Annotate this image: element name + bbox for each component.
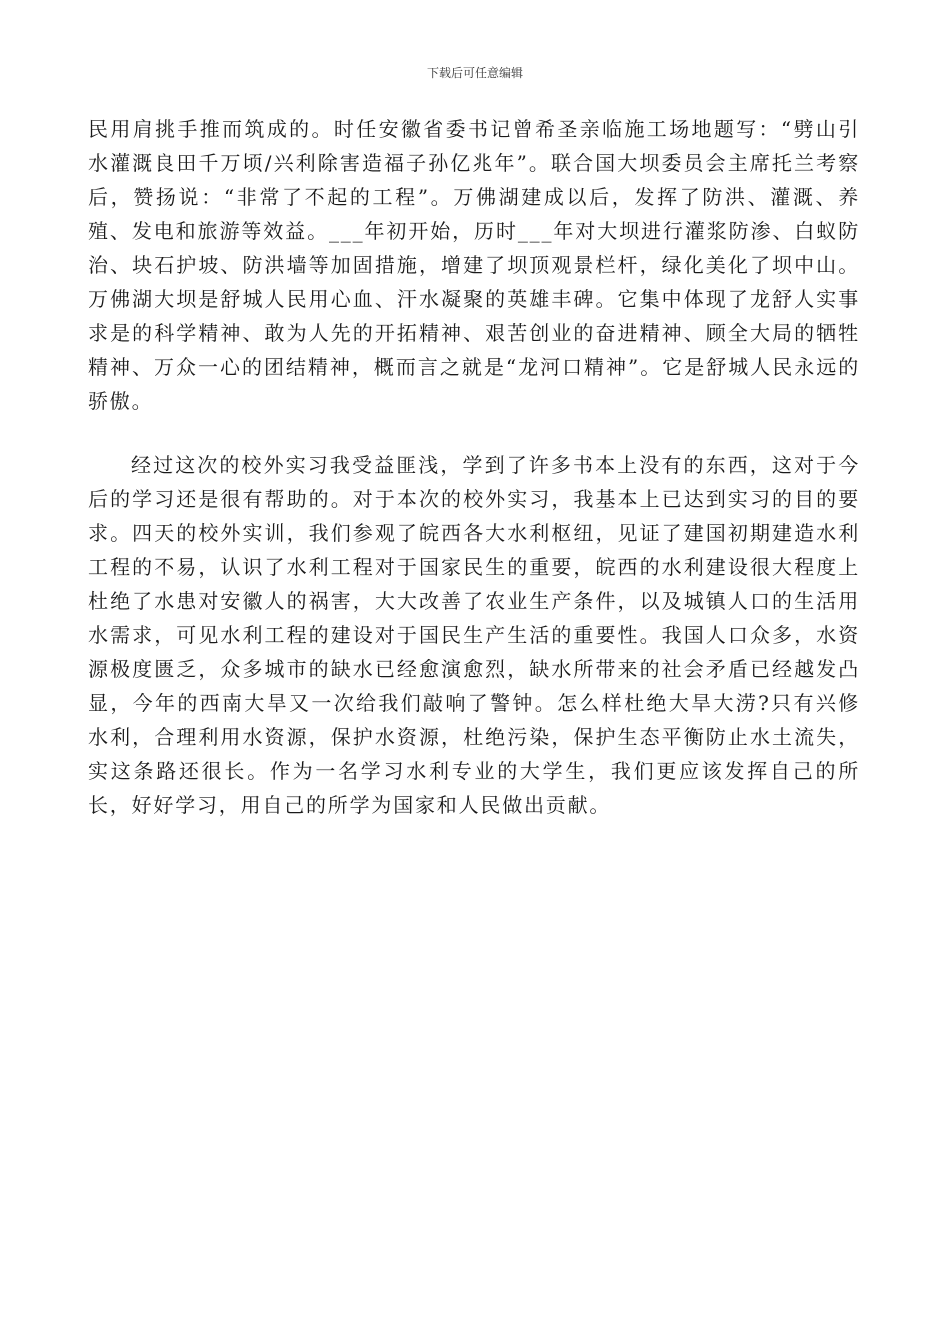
- page-header: 下载后可任意编辑: [426, 66, 523, 80]
- paragraph-spacer: [88, 418, 860, 448]
- document-body: [88, 112, 860, 822]
- paragraph-conclusion: 经过这次的校外实习我受益匪浅，学到了许多书本上没有的东西，这对于今后的学习还是很有帮助的。对于本次的校外实习，我基本上已达到实习的目的要求。四天的校外实训，我们参观了皖西各大水利枢纽，见证了建国初期建造水利工程的不易，认识了水利工程对于国家民生的重要，皖西的水利建设很大程度上杜绝了水患对安徽人的祸害，大大改善了农业生产条件，以及城镇人口的生活用水需求，可见水利工程的建设对于国民生产生活的重要性。我国人口众多，水资源极度匮乏，众多城市的缺水已经愈演愈烈，缺水所带来的社会矛盾已经越发凸显，今年的西南大旱又一次给我们敲响了警钟。怎么样杜绝大旱大涝?只有兴修水利，合理利用水资源，保护水资源，杜绝污染，保护生态平衡防止水土流失，实这条路还很长。作为一名学习水利专业的大学生，我们更应该发挥自己的所长，好好学习，用自己的所学为国家和人民做出贡献。: [88, 453, 860, 817]
- paragraph-continuation: 民用肩挑手推而筑成的。时任安徽省委书记曾希圣亲临施工场地题写：“劈山引水灌溉良田千万顷/兴利除害造福子孙亿兆年”。联合国大坝委员会主席托兰考察后，赞扬说：“非常了不起的工程”。万佛湖建成以后，发挥了防洪、灌溉、养殖、发电和旅游等效益。___年初开始，历时___年对大坝进行灌浆防渗、白蚁防治、块石护坡、防洪墙等加固措施，增建了坝顶观景栏杆，绿化美化了坝中山。万佛湖大坝是舒城人民用心血、汗水凝聚的英雄丰碑。它集中体现了龙舒人实事求是的科学精神、敢为人先的开拓精神、艰苦创业的奋进精神、顾全大局的牺牲精神、万众一心的团结精神，概而言之就是“龙河口精神”。它是舒城人民永远的骄傲。: [88, 117, 860, 413]
